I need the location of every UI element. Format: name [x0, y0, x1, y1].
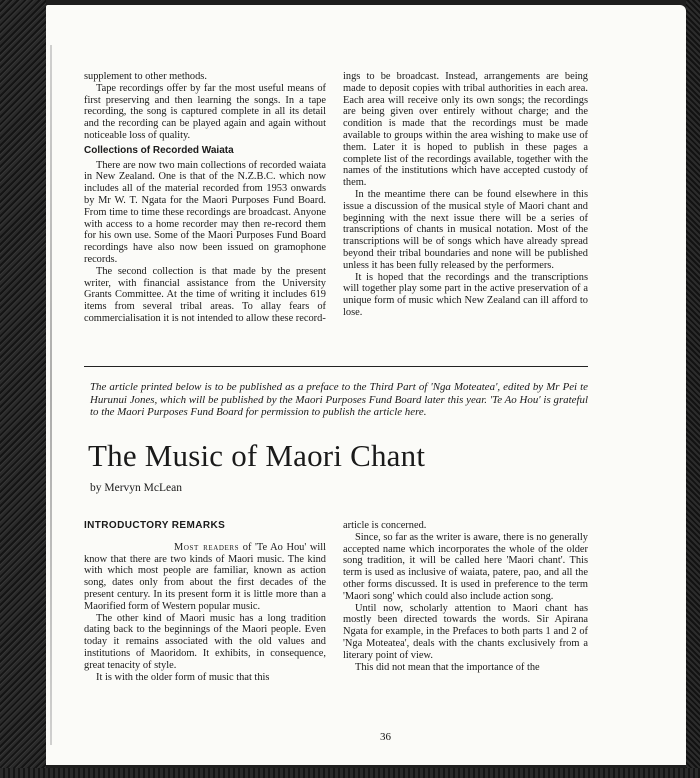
paragraph	[84, 542, 326, 613]
paragraph: In the meantime there can be found elsewhere in this issue a discussion of the musical style of Maori chant and beginning with the next issue there will be a series of transcriptions of chants in musical notation. Most of the transcriptions will be of songs which have already spread beyond their tribal boundaries and none will be published unless it has been fully released by the performers.	[343, 188, 588, 271]
scan-edge-bottom	[0, 768, 700, 778]
paragraph-text: of 'Te Ao Hou' will know that there are two kinds of Maori music. The kind with which most people are familiar, known as action song, dates only from about the first decades of the present century. In its present form it is little more than a Maorified form of Western popular music.	[84, 541, 327, 612]
paragraph: There are now two main collections of recorded waiata in New Zealand. One is that of the N.Z.B.C. which now includes all of the material recorded from 1953 onwards by Mr W. T. Ngata for the Maori Purposes Fund Board. From time to time these recordings are broadcast. Anyone with access to a home recorder may then re-record them for his own use. Some of the Maori Purposes Fund Board recordings have also now been issued on gramophone records.	[84, 159, 326, 265]
paragraph: It is hoped that the recordings and the transcriptions will together play some part in the active preservation of a unique form of music which New Zealand can ill afford to lose.	[343, 271, 588, 318]
page-number: 36	[380, 731, 391, 743]
lead-in-smallcaps: Most readers	[174, 541, 240, 553]
top-right-column	[343, 71, 588, 319]
article-left-column	[84, 520, 326, 683]
binding-gutter	[50, 45, 52, 745]
editorial-preface: The article printed below is to be published as a preface to the Third Part of 'Nga Moteatea', edited by Mr Pei te Hurunui Jones, which will be published by the Maori Purposes Fund Board later this year. 'Te Ao Hou' is grateful to the Maori Purposes Fund Board for permission to publish the article here.	[90, 381, 588, 419]
paragraph: It is with the older form of music that this	[96, 671, 270, 683]
section-heading: INTRODUCTORY REMARKS	[84, 520, 226, 531]
scan-edge-right	[686, 0, 700, 778]
paragraph: supplement to other methods.	[84, 71, 207, 82]
paragraph: Until now, scholarly attention to Maori chant has mostly been directed towards the words. Sir Apirana Ngata for example, in the Prefaces to both parts 1 and 2 of 'Nga Moteatea', deals with the chants exclusively from a literary point of view.	[343, 602, 588, 661]
article-title: The Music of Maori Chant	[88, 438, 426, 473]
paragraph: ings to be broadcast. Instead, arrangements are being made to deposit copies with tribal authorities in each area. Each area will receive only its own songs; the recordings are being given over entirely without charge; and the condition is made that the recordings must be made available to groups within the area wishing to make use of them. Later it is hoped to publish in these pages a complete list of the recordings available, together with the names of the institutions which have accepted custody of them.	[343, 71, 588, 189]
article-right-column	[343, 520, 588, 673]
section-divider	[84, 366, 588, 367]
scan-edge-left	[0, 0, 46, 778]
section-heading: Collections of Recorded Waiata	[84, 144, 234, 156]
paragraph: This did not mean that the importance of the	[355, 661, 540, 673]
paragraph: Tape recordings offer by far the most useful means of first preserving and then learning the songs. In a tape recording, the song is captured complete in all its detail and the recording can be played again and again without noticeable loss of quality.	[84, 82, 326, 141]
paragraph: article is concerned.	[343, 520, 427, 531]
paragraph: The other kind of Maori music has a long tradition dating back to the beginnings of the Maori people. Even today it remains associated with the old values and institutions of Maoridom. It exhibits, in consequence, great tenacity of style.	[84, 612, 326, 671]
top-left-column	[84, 71, 326, 325]
paragraph: The second collection is that made by the present writer, with financial assistance from the University Grants Committee. At the time of writing it includes 619 items from several tribal areas. To allay fears of commercialisation it is not intended to allow these record-	[84, 265, 326, 324]
paragraph: Since, so far as the writer is aware, there is no generally accepted name which incorporates the whole of the older song tradition, it will be called here 'Maori chant'. This term is used as inclusive of waiata, patere, pao, and all the other forms discussed. It is used in preference to the term 'Maori song' which could also include action song.	[343, 531, 588, 602]
article-byline: by Mervyn McLean	[90, 482, 182, 494]
